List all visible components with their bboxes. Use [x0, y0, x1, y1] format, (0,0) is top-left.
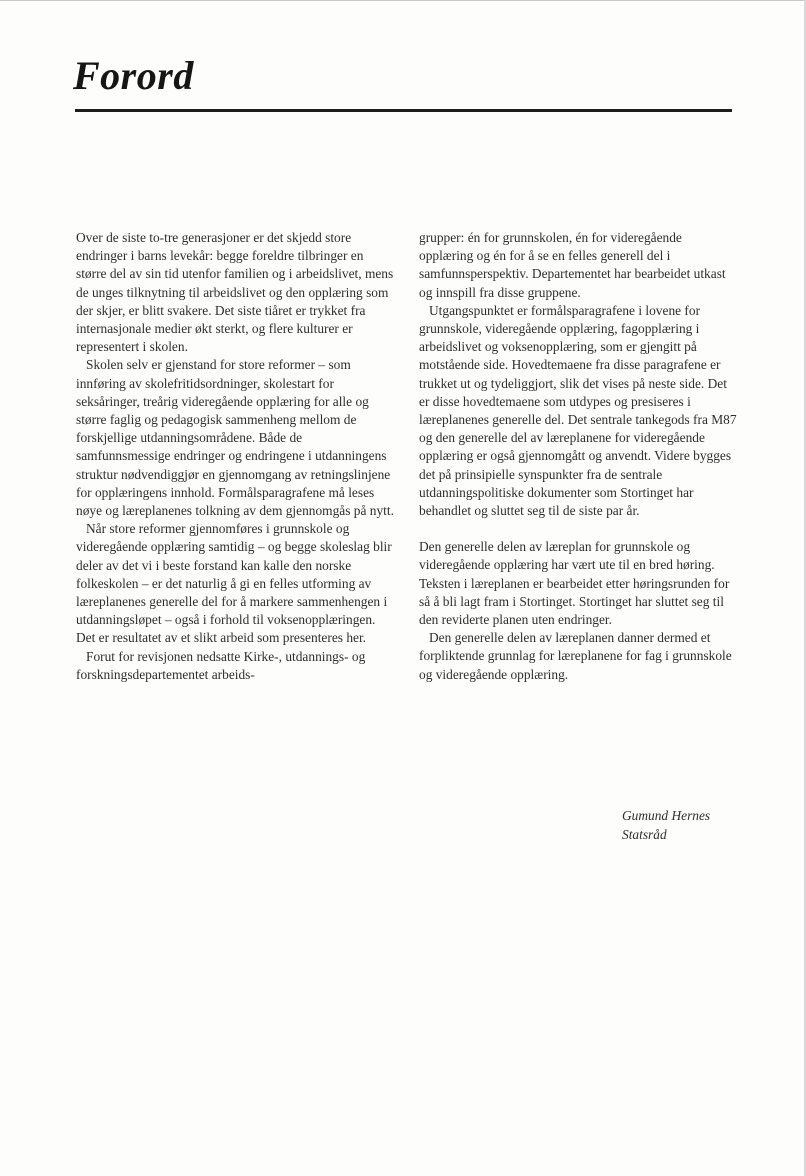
page-title: Forord [73, 53, 194, 98]
paragraph: Den generelle delen av læreplan for grunnskole og videregående opplæring har vært ute til en bred høring. Teksten i læreplanen er bearbeidet etter høringsrunden for så å bli lagt fram i Stortinget. Stortinget har sluttet seg til den reviderte planen uten endringer. [419, 539, 730, 628]
right-text-column [419, 229, 739, 684]
left-text-column [76, 229, 396, 684]
title-rule-divider [75, 109, 732, 112]
paragraph: Når store reformer gjennomføres i grunnskole og videregående opplæring samtidig – og begge skoleslag blir deler av det vi i beste forstand kan kalle den norske folkeskolen – er det naturlig å gi en felles utforming av læreplanenes generelle del for å markere sammenhengen i utdanningsløpet – også i forhold til voksenopplæringen. Det er resultatet av et slikt arbeid som presenteres her. [76, 521, 392, 646]
paragraph: Over de siste to-tre generasjoner er det skjedd store endringer i barns levekår: begge foreldre tilbringer en større del av sin tid utenfor familien og i arbeidslivet, mens de unges tilknytning til arbeidslivet og den opplæring som der skjer, er blitt svakere. Det siste tiåret er trykket fra internasjonale medier økt sterkt, og flere kulturer er representert i skolen. [76, 230, 394, 355]
signature-block [622, 807, 710, 844]
scan-top-border [0, 0, 806, 1]
paragraph: grupper: én for grunnskolen, én for videregående opplæring og én for å se en felles generell del i samfunnsperspektiv. Departementet har bearbeidet utkast og innspill fra disse gruppene. [419, 230, 726, 300]
paragraph: Den generelle delen av læreplanen danner dermed et forpliktende grunnlag for læreplanene for fag i grunnskole og videregående opplæring. [419, 630, 732, 682]
paragraph: Forut for revisjonen nedsatte Kirke-, utdannings- og forskningsdepartementet arbeids- [76, 648, 366, 682]
signature-role: Statsråd [622, 826, 667, 842]
paragraph: Skolen selv er gjenstand for store reformer – som innføring av skolefritidsordninger, skolestart for seksåringer, treårig videregående opplæring for alle og større faglig og pedagogisk sammenheng mellom de forskjellige utdanningsområdene. Både de samfunnsmessige endringer og endringene i utdanningens struktur nødvendiggjør en gjennomgang av retningslinjene for opplæringens innhold. Formålsparagrafene må leses nøye og læreplanenes tolkning av dem gjennomgås på nytt. [76, 357, 394, 519]
signature-name: Gumund Hernes [622, 808, 711, 823]
paragraph: Utgangspunktet er formålsparagrafene i lovene for grunnskole, videregående opplæring, fagopplæring i arbeidslivet og voksenopplæring, som er gjengitt på motstående side. Hovedtemaene fra disse paragrafene er trukket ut og tydeliggjort, slik det vises på neste side. Det er disse hovedtemaene som utdypes og presiseres i læreplanenes generelle del. Det sentrale tankegods fra M87 og den generelle del av læreplanene for videregående opplæring er også gjennomgått og anvendt. Videre bygges det på prinsipielle synspunkter fra de sentrale utdanningspolitiske dokumenter som Stortinget har behandlet og sluttet seg til de siste par år. [419, 302, 737, 519]
